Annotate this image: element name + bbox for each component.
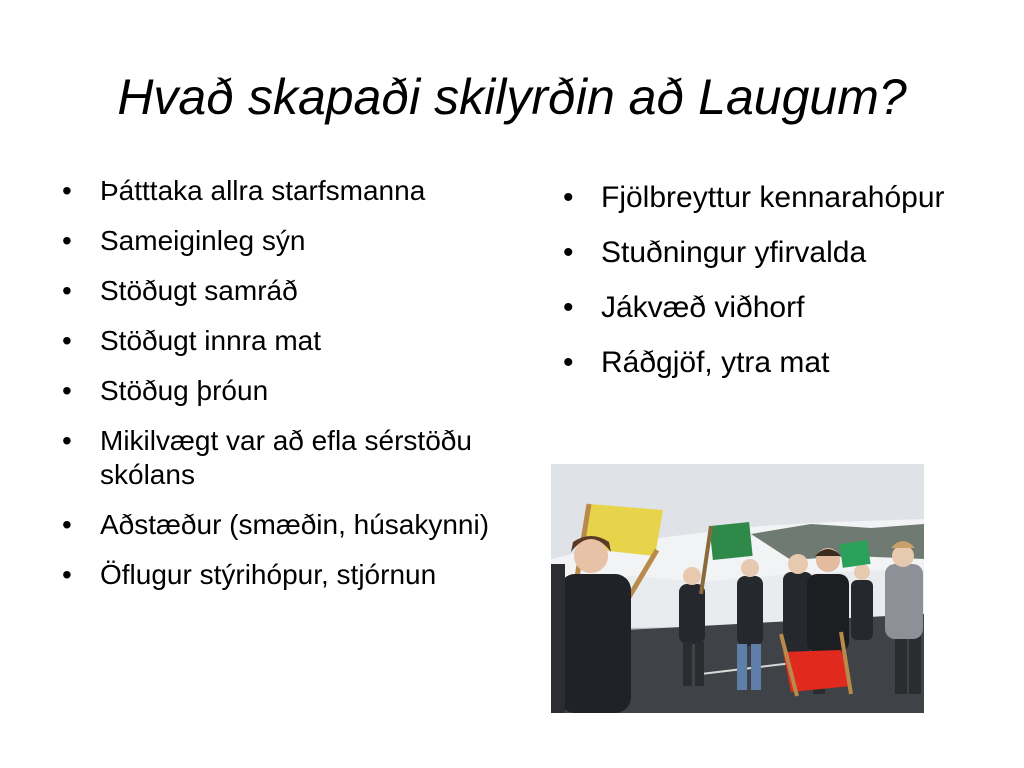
list-item-text: Fjölbreyttur kennarahópur [601,181,945,214]
list-item-text: Öflugur stýrihópur, stjórnun [100,559,437,590]
list-item [563,234,963,271]
right-bullet-list [563,179,963,399]
bullet-icon: • [62,225,72,256]
bullet-icon: • [62,425,72,456]
bullet-icon: • [62,275,72,306]
list-item-text: Sameiginleg sýn [100,225,306,256]
list-item [62,374,522,408]
list-item-text: Þátttaka allra starfsmanna [100,175,426,206]
bullet-icon: • [563,236,574,269]
bullet-icon: • [563,291,574,324]
bullet-icon: • [563,346,574,379]
bullet-icon: • [62,509,72,540]
list-item [563,344,963,381]
list-item-text: Mikilvægt var að efla sérstöðu skólans [100,425,472,490]
list-item [563,179,963,216]
list-item [62,424,522,492]
slide-title: Hvað skapaði skilyrðin að Laugum? [117,69,907,125]
left-bullet-list [62,174,522,608]
list-item-text: Ráðgjöf, ytra mat [601,346,830,379]
list-item [62,174,522,208]
list-item-text: Stöðug þróun [100,375,269,406]
list-item-text: Stuðningur yfirvalda [601,236,867,269]
bullet-icon: • [62,175,72,206]
list-item [62,558,522,592]
list-item-text: Aðstæður (smæðin, húsakynni) [100,509,490,540]
bullet-icon: • [62,375,72,406]
bullet-icon: • [62,325,72,356]
photo-students-with-flags [551,464,924,713]
bullet-icon: • [563,181,574,214]
list-item [62,224,522,258]
list-item-text: Stöðugt samráð [100,275,298,306]
list-item-text: Stöðugt innra mat [100,325,322,356]
list-item [563,289,963,326]
list-item [62,324,522,358]
list-item [62,508,522,542]
list-item [62,274,522,308]
list-item-text: Jákvæð viðhorf [601,291,805,324]
bullet-icon: • [62,559,72,590]
